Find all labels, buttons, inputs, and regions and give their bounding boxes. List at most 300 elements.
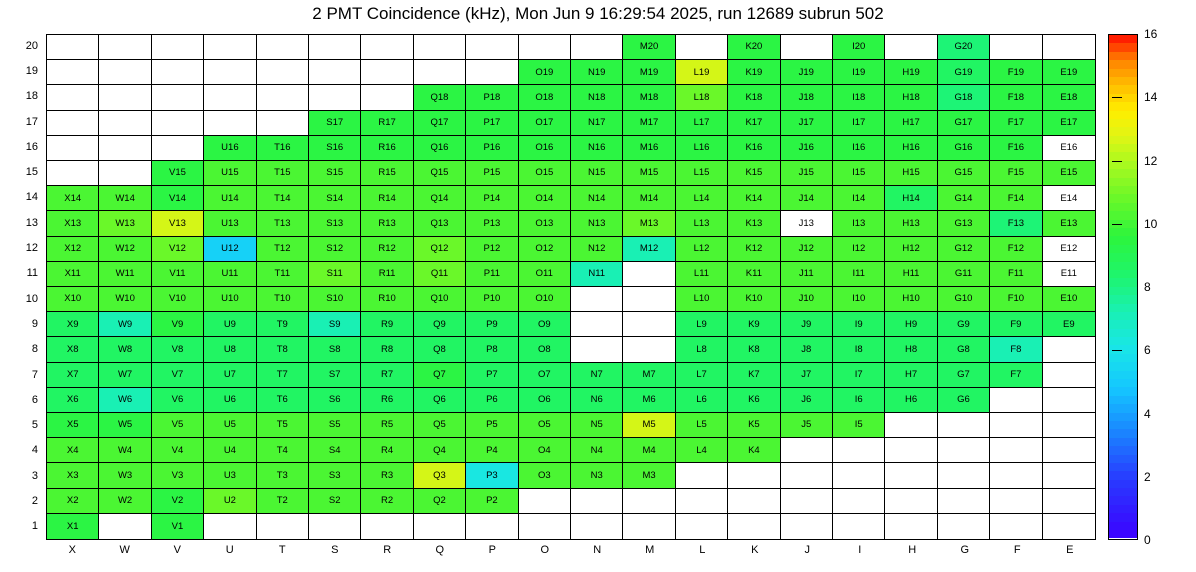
x-tick-label: Q	[435, 544, 445, 556]
heatmap-cell-E12: E12	[1043, 237, 1095, 262]
heatmap-cell-Q7: Q7	[414, 363, 466, 388]
heatmap-cell-empty	[623, 489, 675, 514]
colorbar-segment	[1109, 60, 1137, 68]
colorbar-segment	[1109, 203, 1137, 211]
heatmap-cell-G17: G17	[938, 111, 990, 136]
heatmap-cell-S3: S3	[309, 463, 361, 488]
heatmap-cell-I20: I20	[833, 35, 885, 60]
colorbar-segment	[1109, 304, 1137, 312]
heatmap-cell-empty	[676, 514, 728, 539]
heatmap-cell-Q2: Q2	[414, 489, 466, 514]
heatmap-cell-S2: S2	[309, 489, 361, 514]
heatmap-cell-S13: S13	[309, 211, 361, 236]
colorbar-segment	[1109, 278, 1137, 286]
heatmap-cell-empty	[152, 60, 204, 85]
heatmap-cell-K5: K5	[728, 413, 780, 438]
colorbar-segment	[1109, 144, 1137, 152]
y-tick-label: 1	[31, 520, 38, 533]
colorbar-segment	[1109, 429, 1137, 437]
heatmap-cell-U14: U14	[204, 186, 256, 211]
heatmap-cell-U3: U3	[204, 463, 256, 488]
heatmap-cell-V3: V3	[152, 463, 204, 488]
heatmap-cell-E18: E18	[1043, 85, 1095, 110]
heatmap-cell-empty	[1043, 337, 1095, 362]
colorbar-segment	[1109, 522, 1137, 530]
colorbar-segment	[1109, 119, 1137, 127]
heatmap-cell-X4: X4	[47, 438, 99, 463]
heatmap-cell-T15: T15	[257, 161, 309, 186]
heatmap-plot	[46, 34, 1096, 540]
heatmap-cell-empty	[204, 85, 256, 110]
heatmap-cell-R9: R9	[361, 312, 413, 337]
heatmap-cell-S6: S6	[309, 388, 361, 413]
heatmap-cell-empty	[885, 514, 937, 539]
x-tick-label: R	[383, 544, 392, 556]
heatmap-cell-K7: K7	[728, 363, 780, 388]
heatmap-cell-P15: P15	[466, 161, 518, 186]
heatmap-cell-E14: E14	[1043, 186, 1095, 211]
colorbar-tick-mark	[1112, 350, 1122, 351]
heatmap-cell-G15: G15	[938, 161, 990, 186]
heatmap-cell-M4: M4	[623, 438, 675, 463]
heatmap-cell-U2: U2	[204, 489, 256, 514]
heatmap-cell-G16: G16	[938, 136, 990, 161]
heatmap-cell-Q9: Q9	[414, 312, 466, 337]
heatmap-cell-V7: V7	[152, 363, 204, 388]
heatmap-cell-O3: O3	[519, 463, 571, 488]
heatmap-cell-E19: E19	[1043, 60, 1095, 85]
heatmap-cell-empty	[938, 489, 990, 514]
colorbar-segment	[1109, 337, 1137, 345]
heatmap-cell-I12: I12	[833, 237, 885, 262]
heatmap-cell-L18: L18	[676, 85, 728, 110]
heatmap-cell-X13: X13	[47, 211, 99, 236]
x-tick-label: S	[331, 544, 339, 556]
heatmap-cell-H11: H11	[885, 262, 937, 287]
heatmap-cell-P8: P8	[466, 337, 518, 362]
heatmap-cell-O6: O6	[519, 388, 571, 413]
colorbar-segment	[1109, 488, 1137, 496]
heatmap-cell-empty	[99, 111, 151, 136]
heatmap-cell-P17: P17	[466, 111, 518, 136]
heatmap-cell-V5: V5	[152, 413, 204, 438]
colorbar-segment	[1109, 480, 1137, 488]
heatmap-cell-K16: K16	[728, 136, 780, 161]
heatmap-cell-S4: S4	[309, 438, 361, 463]
heatmap-cell-empty	[676, 489, 728, 514]
heatmap-cell-empty	[781, 35, 833, 60]
y-tick-label: 16	[25, 140, 38, 153]
heatmap-cell-K4: K4	[728, 438, 780, 463]
heatmap-cell-empty	[309, 60, 361, 85]
colorbar-segment	[1109, 77, 1137, 85]
heatmap-cell-O7: O7	[519, 363, 571, 388]
heatmap-cell-empty	[833, 489, 885, 514]
heatmap-cell-Q13: Q13	[414, 211, 466, 236]
heatmap-cell-G9: G9	[938, 312, 990, 337]
heatmap-cell-empty	[1043, 363, 1095, 388]
heatmap-cell-H18: H18	[885, 85, 937, 110]
heatmap-cell-K18: K18	[728, 85, 780, 110]
heatmap-cell-N13: N13	[571, 211, 623, 236]
heatmap-cell-I8: I8	[833, 337, 885, 362]
heatmap-cell-M19: M19	[623, 60, 675, 85]
heatmap-cell-G11: G11	[938, 262, 990, 287]
colorbar-tick-label: 16	[1144, 27, 1158, 41]
heatmap-cell-W10: W10	[99, 287, 151, 312]
heatmap-cell-empty	[204, 514, 256, 539]
y-tick-label: 4	[31, 444, 38, 457]
heatmap-cell-empty	[571, 35, 623, 60]
heatmap-cell-S15: S15	[309, 161, 361, 186]
heatmap-cell-empty	[990, 388, 1042, 413]
heatmap-cell-J19: J19	[781, 60, 833, 85]
heatmap-cell-Q4: Q4	[414, 438, 466, 463]
heatmap-cell-S12: S12	[309, 237, 361, 262]
heatmap-cell-X7: X7	[47, 363, 99, 388]
heatmap-cell-P16: P16	[466, 136, 518, 161]
heatmap-cell-R16: R16	[361, 136, 413, 161]
heatmap-cell-empty	[414, 514, 466, 539]
heatmap-cell-empty	[257, 35, 309, 60]
colorbar-segment	[1109, 438, 1137, 446]
heatmap-cell-empty	[99, 35, 151, 60]
heatmap-cell-V13: V13	[152, 211, 204, 236]
heatmap-cell-I15: I15	[833, 161, 885, 186]
heatmap-cell-U12: U12	[204, 237, 256, 262]
heatmap-cell-R15: R15	[361, 161, 413, 186]
colorbar-segment	[1109, 513, 1137, 521]
x-tick-label: V	[173, 544, 181, 556]
heatmap-cell-P3: P3	[466, 463, 518, 488]
y-tick-label: 19	[25, 64, 38, 77]
heatmap-cell-S16: S16	[309, 136, 361, 161]
heatmap-cell-R6: R6	[361, 388, 413, 413]
heatmap-cell-X2: X2	[47, 489, 99, 514]
heatmap-cell-G8: G8	[938, 337, 990, 362]
heatmap-cell-G7: G7	[938, 363, 990, 388]
heatmap-cell-M7: M7	[623, 363, 675, 388]
heatmap-cell-O4: O4	[519, 438, 571, 463]
colorbar-tick-label: 8	[1144, 280, 1151, 294]
heatmap-cell-M5: M5	[623, 413, 675, 438]
heatmap-cell-P5: P5	[466, 413, 518, 438]
heatmap-cell-G14: G14	[938, 186, 990, 211]
heatmap-cell-X3: X3	[47, 463, 99, 488]
heatmap-cell-K17: K17	[728, 111, 780, 136]
heatmap-cell-L9: L9	[676, 312, 728, 337]
heatmap-cell-K12: K12	[728, 237, 780, 262]
heatmap-cell-W2: W2	[99, 489, 151, 514]
heatmap-cell-I6: I6	[833, 388, 885, 413]
heatmap-cell-empty	[309, 85, 361, 110]
colorbar-segment	[1109, 236, 1137, 244]
heatmap-cell-X14: X14	[47, 186, 99, 211]
colorbar-segment	[1109, 35, 1137, 43]
heatmap-cell-E13: E13	[1043, 211, 1095, 236]
heatmap-cell-V9: V9	[152, 312, 204, 337]
heatmap-cell-U6: U6	[204, 388, 256, 413]
heatmap-cell-O9: O9	[519, 312, 571, 337]
heatmap-cell-L13: L13	[676, 211, 728, 236]
heatmap-cell-T10: T10	[257, 287, 309, 312]
heatmap-cell-M16: M16	[623, 136, 675, 161]
heatmap-cell-L14: L14	[676, 186, 728, 211]
heatmap-cell-empty	[47, 35, 99, 60]
heatmap-cell-M3: M3	[623, 463, 675, 488]
heatmap-cell-X12: X12	[47, 237, 99, 262]
heatmap-cell-L15: L15	[676, 161, 728, 186]
colorbar-tick-mark	[1112, 97, 1122, 98]
heatmap-cell-F15: F15	[990, 161, 1042, 186]
heatmap-cell-N15: N15	[571, 161, 623, 186]
colorbar-segment	[1109, 354, 1137, 362]
heatmap-cell-F13: F13	[990, 211, 1042, 236]
heatmap-cell-Q3: Q3	[414, 463, 466, 488]
heatmap-cell-P14: P14	[466, 186, 518, 211]
heatmap-cell-W14: W14	[99, 186, 151, 211]
heatmap-cell-J16: J16	[781, 136, 833, 161]
heatmap-cell-L11: L11	[676, 262, 728, 287]
heatmap-cell-empty	[728, 463, 780, 488]
colorbar-segment	[1109, 455, 1137, 463]
heatmap-cell-V4: V4	[152, 438, 204, 463]
colorbar-segment	[1109, 287, 1137, 295]
heatmap-cell-J8: J8	[781, 337, 833, 362]
heatmap-cell-Q5: Q5	[414, 413, 466, 438]
heatmap-cell-G20: G20	[938, 35, 990, 60]
x-axis-labels	[46, 544, 1096, 564]
heatmap-cell-F11: F11	[990, 262, 1042, 287]
heatmap-cell-R2: R2	[361, 489, 413, 514]
heatmap-cell-S17: S17	[309, 111, 361, 136]
heatmap-cell-empty	[204, 111, 256, 136]
heatmap-cell-I7: I7	[833, 363, 885, 388]
heatmap-cell-H10: H10	[885, 287, 937, 312]
y-tick-label: 7	[31, 368, 38, 381]
heatmap-cell-W9: W9	[99, 312, 151, 337]
heatmap-cell-empty	[99, 514, 151, 539]
colorbar-segment	[1109, 52, 1137, 60]
heatmap-cell-V11: V11	[152, 262, 204, 287]
heatmap-cell-empty	[623, 312, 675, 337]
heatmap-cell-S5: S5	[309, 413, 361, 438]
heatmap-cell-empty	[571, 489, 623, 514]
heatmap-cell-empty	[781, 438, 833, 463]
heatmap-cell-I14: I14	[833, 186, 885, 211]
heatmap-cell-G18: G18	[938, 85, 990, 110]
heatmap-cell-empty	[152, 85, 204, 110]
heatmap-cell-O11: O11	[519, 262, 571, 287]
heatmap-cell-M18: M18	[623, 85, 675, 110]
x-tick-label: P	[488, 544, 496, 556]
y-tick-label: 8	[31, 343, 38, 356]
colorbar-tick-label: 12	[1144, 154, 1157, 168]
heatmap-cell-O10: O10	[519, 287, 571, 312]
heatmap-cell-J7: J7	[781, 363, 833, 388]
heatmap-cell-empty	[361, 60, 413, 85]
colorbar-segment	[1109, 69, 1137, 77]
heatmap-cell-K15: K15	[728, 161, 780, 186]
heatmap-cell-N16: N16	[571, 136, 623, 161]
y-tick-label: 6	[31, 393, 38, 406]
heatmap-cell-T16: T16	[257, 136, 309, 161]
heatmap-cell-L17: L17	[676, 111, 728, 136]
page-title: 2 PMT Coincidence (kHz), Mon Jun 9 16:29:54 2025, run 12689 subrun 502	[312, 4, 884, 23]
colorbar-segment	[1109, 211, 1137, 219]
heatmap-cell-L12: L12	[676, 237, 728, 262]
heatmap-cell-empty	[204, 35, 256, 60]
heatmap-cell-G19: G19	[938, 60, 990, 85]
heatmap-cell-J10: J10	[781, 287, 833, 312]
heatmap-cell-T11: T11	[257, 262, 309, 287]
heatmap-cell-P10: P10	[466, 287, 518, 312]
heatmap-cell-H8: H8	[885, 337, 937, 362]
heatmap-cell-empty	[1043, 35, 1095, 60]
heatmap-cell-N14: N14	[571, 186, 623, 211]
heatmap-cell-H17: H17	[885, 111, 937, 136]
heatmap-cell-W12: W12	[99, 237, 151, 262]
heatmap-cell-P7: P7	[466, 363, 518, 388]
y-tick-label: 17	[25, 115, 38, 128]
x-tick-label: L	[699, 544, 706, 556]
heatmap-cell-G10: G10	[938, 287, 990, 312]
heatmap-cell-N6: N6	[571, 388, 623, 413]
heatmap-cell-K10: K10	[728, 287, 780, 312]
heatmap-cell-W6: W6	[99, 388, 151, 413]
heatmap-cell-K11: K11	[728, 262, 780, 287]
colorbar-segment	[1109, 471, 1137, 479]
heatmap-cell-H15: H15	[885, 161, 937, 186]
heatmap-cell-H6: H6	[885, 388, 937, 413]
heatmap-cell-J5: J5	[781, 413, 833, 438]
colorbar-tick-label: 14	[1144, 90, 1157, 104]
heatmap-cell-empty	[885, 35, 937, 60]
heatmap-cell-E11: E11	[1043, 262, 1095, 287]
heatmap-cell-E15: E15	[1043, 161, 1095, 186]
heatmap-cell-P6: P6	[466, 388, 518, 413]
heatmap-cell-empty	[990, 35, 1042, 60]
heatmap-cell-empty	[257, 60, 309, 85]
heatmap-cell-M17: M17	[623, 111, 675, 136]
heatmap-cell-U13: U13	[204, 211, 256, 236]
heatmap-cell-S9: S9	[309, 312, 361, 337]
heatmap-cell-H9: H9	[885, 312, 937, 337]
heatmap-cell-empty	[361, 85, 413, 110]
heatmap-cell-I19: I19	[833, 60, 885, 85]
heatmap-cell-empty	[728, 489, 780, 514]
heatmap-cell-T13: T13	[257, 211, 309, 236]
heatmap-cell-U10: U10	[204, 287, 256, 312]
heatmap-cell-empty	[728, 514, 780, 539]
y-axis-labels	[0, 34, 42, 540]
heatmap-cell-J6: J6	[781, 388, 833, 413]
heatmap-cell-empty	[990, 489, 1042, 514]
heatmap-cell-F8: F8	[990, 337, 1042, 362]
colorbar-segment	[1109, 496, 1137, 504]
heatmap-cell-empty	[990, 413, 1042, 438]
y-tick-label: 15	[25, 166, 38, 179]
heatmap-cell-I18: I18	[833, 85, 885, 110]
colorbar-segment	[1109, 421, 1137, 429]
heatmap-cell-empty	[1043, 463, 1095, 488]
heatmap-cell-N18: N18	[571, 85, 623, 110]
heatmap-cell-M12: M12	[623, 237, 675, 262]
heatmap-cell-empty	[152, 111, 204, 136]
colorbar-ticks	[1140, 27, 1190, 547]
heatmap-cell-empty	[152, 35, 204, 60]
colorbar-tick-label: 4	[1144, 406, 1151, 421]
colorbar-segment	[1109, 530, 1137, 538]
heatmap-cell-V14: V14	[152, 186, 204, 211]
colorbar-tick-mark	[1112, 224, 1122, 225]
heatmap-cell-empty	[623, 287, 675, 312]
heatmap-cell-K19: K19	[728, 60, 780, 85]
heatmap-cell-H14: H14	[885, 186, 937, 211]
heatmap-cell-L4: L4	[676, 438, 728, 463]
heatmap-cell-empty	[47, 85, 99, 110]
heatmap-cell-empty	[781, 489, 833, 514]
heatmap-cell-empty	[257, 514, 309, 539]
heatmap-cell-V12: V12	[152, 237, 204, 262]
colorbar-segment	[1109, 228, 1137, 236]
y-tick-label: 14	[25, 191, 38, 204]
heatmap-cell-F14: F14	[990, 186, 1042, 211]
heatmap-cell-F12: F12	[990, 237, 1042, 262]
heatmap-cell-empty	[309, 35, 361, 60]
heatmap-cell-J15: J15	[781, 161, 833, 186]
heatmap-cell-empty	[47, 111, 99, 136]
colorbar-segment	[1109, 379, 1137, 387]
heatmap-cell-empty	[99, 136, 151, 161]
heatmap-cell-J13: J13	[781, 211, 833, 236]
heatmap-cell-O16: O16	[519, 136, 571, 161]
colorbar-segment	[1109, 111, 1137, 119]
heatmap-cell-empty	[990, 463, 1042, 488]
colorbar-segment	[1109, 362, 1137, 370]
heatmap-cell-F9: F9	[990, 312, 1042, 337]
heatmap-cell-L6: L6	[676, 388, 728, 413]
heatmap-cell-I13: I13	[833, 211, 885, 236]
colorbar-segment	[1109, 253, 1137, 261]
colorbar-segment	[1109, 413, 1137, 421]
heatmap-cell-R14: R14	[361, 186, 413, 211]
heatmap-cell-empty	[519, 489, 571, 514]
heatmap-cell-Q10: Q10	[414, 287, 466, 312]
heatmap-cell-O13: O13	[519, 211, 571, 236]
heatmap-cell-O18: O18	[519, 85, 571, 110]
heatmap-cell-N12: N12	[571, 237, 623, 262]
heatmap-cell-T8: T8	[257, 337, 309, 362]
x-tick-label: M	[645, 544, 655, 556]
heatmap-cell-V8: V8	[152, 337, 204, 362]
colorbar-segment	[1109, 186, 1137, 194]
heatmap-cell-T2: T2	[257, 489, 309, 514]
heatmap-cell-F7: F7	[990, 363, 1042, 388]
heatmap-cell-M13: M13	[623, 211, 675, 236]
x-tick-label: W	[119, 544, 130, 556]
heatmap-cell-T4: T4	[257, 438, 309, 463]
heatmap-cell-K9: K9	[728, 312, 780, 337]
heatmap-cell-empty	[414, 35, 466, 60]
heatmap-cell-W13: W13	[99, 211, 151, 236]
heatmap-cell-J11: J11	[781, 262, 833, 287]
colorbar-segment	[1109, 270, 1137, 278]
heatmap-cell-O14: O14	[519, 186, 571, 211]
heatmap-cell-empty	[938, 438, 990, 463]
heatmap-cell-T14: T14	[257, 186, 309, 211]
heatmap-cell-P18: P18	[466, 85, 518, 110]
